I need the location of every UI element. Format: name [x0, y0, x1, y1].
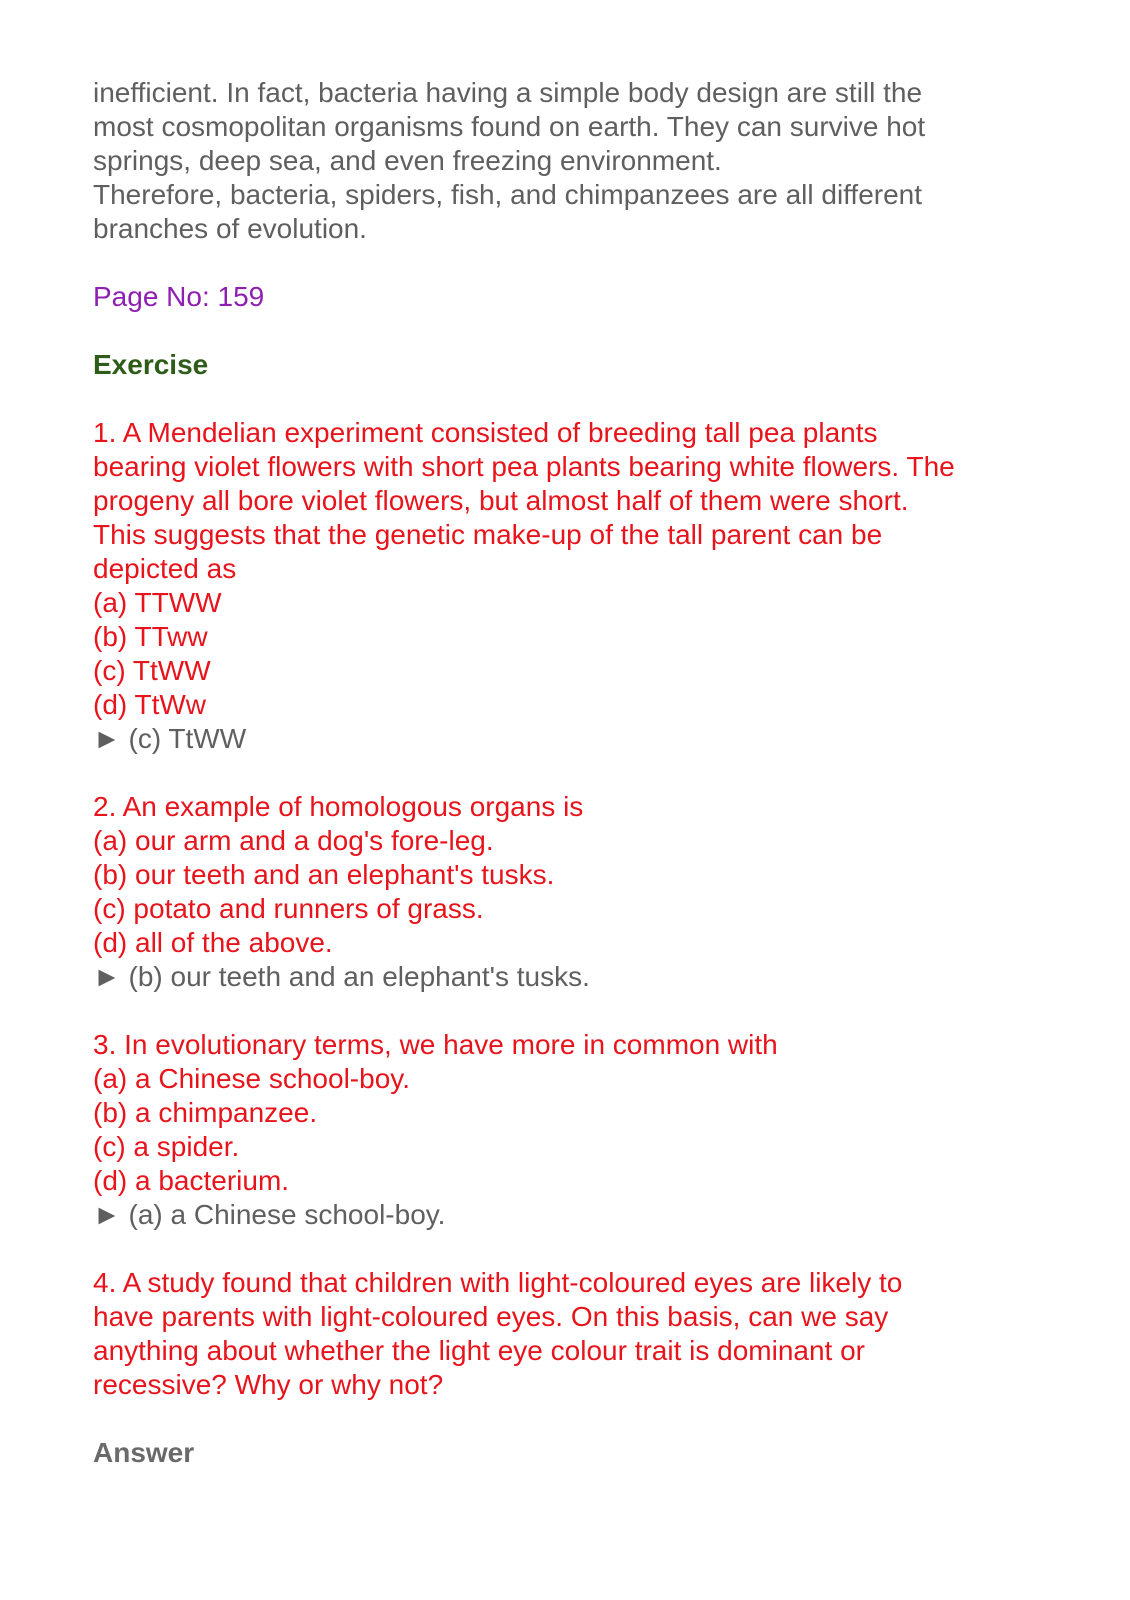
question-line: 2. An example of homologous organs is	[93, 791, 584, 822]
intro-line: branches of evolution.	[93, 213, 367, 244]
document-page	[93, 76, 1093, 1470]
intro-line: springs, deep sea, and even freezing environment.	[93, 145, 722, 176]
question-line: 1. A Mendelian experiment consisted of breeding tall pea plants	[93, 417, 878, 448]
intro-line: inefficient. In fact, bacteria having a simple body design are still the	[93, 77, 923, 108]
intro-paragraph	[93, 76, 1093, 246]
question-line: progeny all bore violet flowers, but almost half of them were short.	[93, 485, 909, 516]
intro-line: most cosmopolitan organisms found on earth. They can survive hot	[93, 111, 926, 142]
option: (d) all of the above.	[93, 927, 333, 958]
question-1	[93, 416, 1093, 756]
option: (a) our arm and a dog's fore-leg.	[93, 825, 494, 856]
page-number: Page No: 159	[93, 281, 265, 312]
question-line: recessive? Why or why not?	[93, 1369, 444, 1400]
option: (a) a Chinese school-boy.	[93, 1063, 410, 1094]
answer-line: ► (b) our teeth and an elephant's tusks.	[93, 961, 590, 992]
option: (c) a spider.	[93, 1131, 240, 1162]
question-line: 3. In evolutionary terms, we have more in common with	[93, 1029, 778, 1060]
question-line: bearing violet flowers with short pea plants bearing white flowers. The	[93, 451, 955, 482]
option: (d) a bacterium.	[93, 1165, 290, 1196]
option: (b) a chimpanzee.	[93, 1097, 318, 1128]
option: (c) potato and runners of grass.	[93, 893, 484, 924]
question-line: This suggests that the genetic make-up of the tall parent can be	[93, 519, 883, 550]
question-4	[93, 1266, 1093, 1402]
question-2	[93, 790, 1093, 994]
answer-line: ► (c) TtWW	[93, 723, 247, 754]
question-line: anything about whether the light eye colour trait is dominant or	[93, 1335, 866, 1366]
intro-line: Therefore, bacteria, spiders, fish, and chimpanzees are all different	[93, 179, 923, 210]
option: (b) our teeth and an elephant's tusks.	[93, 859, 555, 890]
option: (b) TTww	[93, 621, 208, 652]
question-line: have parents with light-coloured eyes. On this basis, can we say	[93, 1301, 889, 1332]
question-line: 4. A study found that children with light-coloured eyes are likely to	[93, 1267, 903, 1298]
exercise-heading: Exercise	[93, 349, 209, 380]
option: (a) TTWW	[93, 587, 222, 618]
option: (d) TtWw	[93, 689, 207, 720]
question-3	[93, 1028, 1093, 1232]
option: (c) TtWW	[93, 655, 211, 686]
question-line: depicted as	[93, 553, 237, 584]
answer-heading: Answer	[93, 1437, 195, 1468]
answer-line: ► (a) a Chinese school-boy.	[93, 1199, 446, 1230]
